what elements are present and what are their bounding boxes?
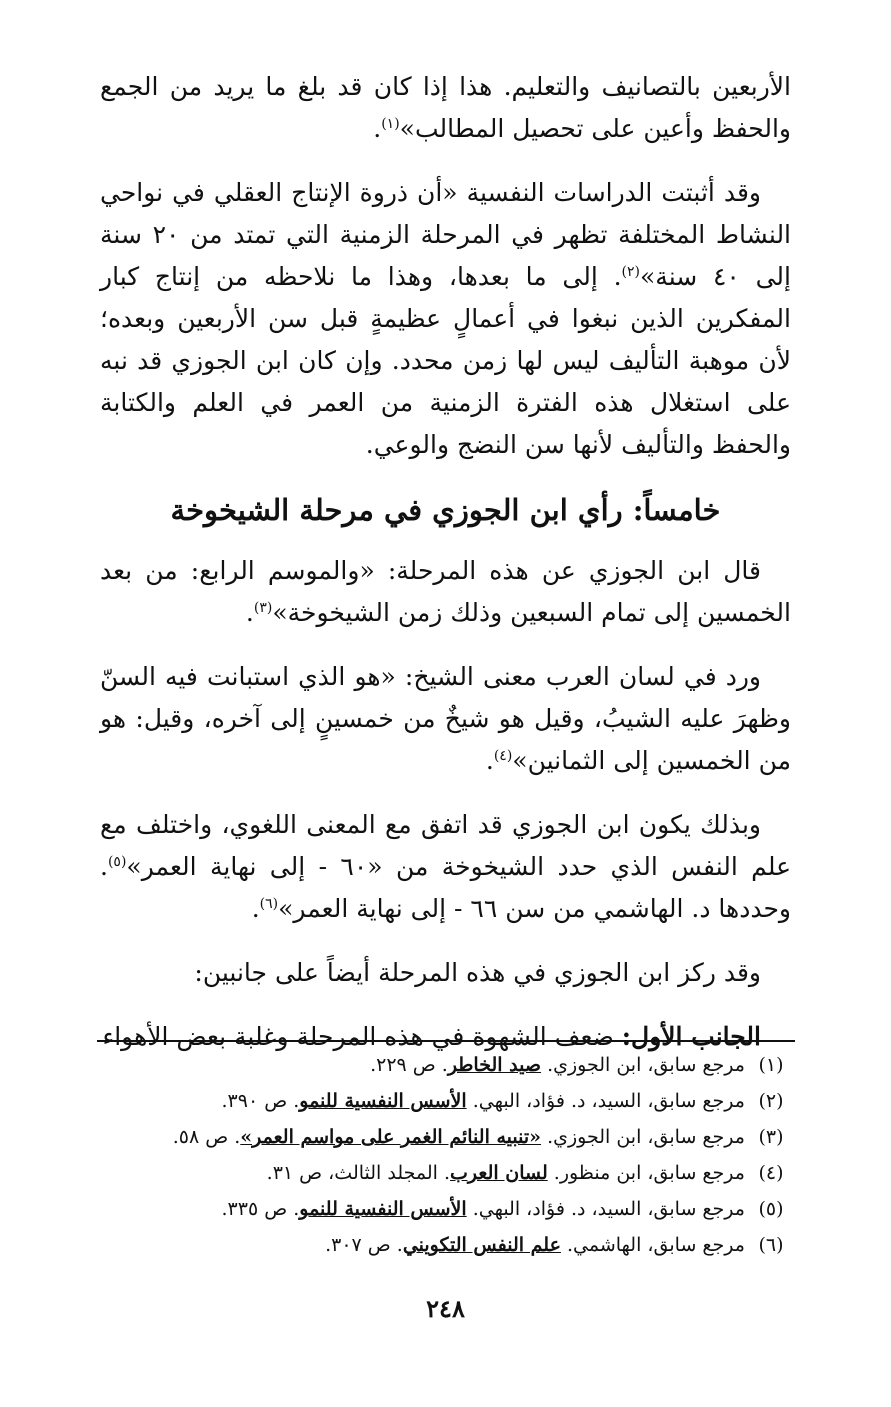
- footnote-reference: مرجع سابق، السيد، د. فؤاد، البهي.: [472, 1090, 745, 1112]
- footnote-item-4: [100, 1156, 791, 1192]
- paragraph-5-end: .: [251, 894, 260, 923]
- paragraph-3-end: .: [245, 598, 254, 627]
- paragraph-7-label: الجانب الأول:: [621, 1022, 761, 1051]
- footnote-item-2: [100, 1084, 791, 1120]
- footnote-source-title: «تنبيه النائم الغمر على مواسم العمر»: [240, 1126, 542, 1148]
- footnote-ref-3[interactable]: (٣): [253, 600, 273, 616]
- footnote-ref-4[interactable]: (٤): [493, 748, 513, 764]
- footnote-source-title: صيد الخاطر: [447, 1054, 542, 1076]
- paragraph-3: [100, 550, 791, 634]
- footnote-source-title: الأسس النفسية للنمو: [299, 1198, 467, 1220]
- footnote-source-title: علم النفس التكويني: [402, 1234, 561, 1256]
- footnote-ref-5[interactable]: (٥): [107, 854, 127, 870]
- footnote-source-title: لسان العرب: [450, 1162, 548, 1184]
- footnote-item-6: [100, 1228, 791, 1264]
- footnote-item-5: [100, 1192, 791, 1228]
- footnote-reference: مرجع سابق، ابن الجوزي.: [547, 1054, 745, 1076]
- footnote-ref-6[interactable]: (٦): [259, 896, 279, 912]
- paragraph-4-end: .: [485, 746, 494, 775]
- footnote-divider: [97, 1040, 795, 1042]
- footnote-item-1: [100, 1048, 791, 1084]
- paragraph-2-rest: . إلى ما بعدها، وهذا ما نلاحظه من إنتاج كبار المفكرين الذين نبغوا في أعمالٍ عظيمةٍ قبل سن الأربعين وبعده؛ لأن موهبة التأليف ليس لها زمن محدد. وإن كان ابن الجوزي قد نبه على استغلال هذه الفترة الزمنية من العمر في العلم والكتابة والحفظ والتأليف لأنها سن النضج والوعي.: [100, 262, 791, 459]
- footnote-page: . ص ٣٣٥.: [221, 1198, 300, 1220]
- footnote-ref-1[interactable]: (١): [381, 116, 400, 132]
- footnote-number: (٦): [758, 1234, 784, 1256]
- paragraph-4-text: ورد في لسان العرب معنى الشيخ: «هو الذي استبانت فيه السنّ وظهرَ عليه الشيبُ، وقيل هو شيخٌ من خمسينٍ إلى آخره، وقيل: هو من الخمسين إلى الثمانين»: [100, 662, 791, 775]
- paragraph-3-text: قال ابن الجوزي عن هذه المرحلة: «والموسم الرابع: من بعد الخمسين إلى تمام السبعين وذلك زمن الشيخوخة»: [100, 556, 791, 627]
- footnote-page: . ص ٢٢٩.: [370, 1054, 448, 1076]
- paragraph-7-text: ضعف الشهوة في هذه المرحلة وغلبة بعض الأهواء: [102, 1022, 614, 1051]
- paragraph-6-text: وقد ركز ابن الجوزي في هذه المرحلة أيضاً على جانبين:: [194, 958, 761, 987]
- paragraph-4: [100, 656, 791, 782]
- paragraph-2-text: وقد أثبتت الدراسات النفسية «أن ذروة الإنتاج العقلي في نواحي النشاط المختلفة تظهر في المرحلة الزمنية التي تمتد من ٢٠ سنة إلى ٤٠ سنة»: [100, 178, 792, 291]
- footnote-ref-2[interactable]: (٢): [621, 264, 641, 280]
- section-heading: خامساً: رأي ابن الجوزي في مرحلة الشيخوخة: [170, 493, 721, 527]
- paragraph-1-text: الأربعين بالتصانيف والتعليم. هذا إذا كان قد بلغ ما يريد من الجمع والحفظ وأعين على تحصيل المطالب»: [100, 72, 791, 143]
- footnote-page: . المجلد الثالث، ص ٣١.: [266, 1162, 451, 1184]
- footnote-number: (١): [758, 1054, 784, 1076]
- page-body: [100, 66, 791, 1080]
- footnote-page: . ص ٣٩٠.: [221, 1090, 300, 1112]
- footnote-reference: مرجع سابق، السيد، د. فؤاد، البهي.: [472, 1198, 745, 1220]
- paragraph-2: [100, 172, 791, 466]
- paragraph-1: [100, 66, 791, 150]
- footnote-number: (٢): [758, 1090, 784, 1112]
- footnote-source-title: الأسس النفسية للنمو: [299, 1090, 467, 1112]
- footnote-page: . ص ٣٠٧.: [325, 1234, 403, 1256]
- footnote-number: (٤): [758, 1162, 784, 1184]
- footnotes-list: [100, 1048, 791, 1264]
- footnote-reference: مرجع سابق، الهاشمي.: [566, 1234, 745, 1256]
- footnote-number: (٣): [758, 1126, 784, 1148]
- footnote-number: (٥): [758, 1198, 784, 1220]
- footnote-page: . ص ٥٨.: [172, 1126, 241, 1148]
- paragraph-6: [100, 952, 791, 994]
- paragraph-5-text: وبذلك يكون ابن الجوزي قد اتفق مع المعنى اللغوي، واختلف مع علم النفس الذي حدد الشيخوخة من «٦٠ - إلى نهاية العمر»: [100, 810, 792, 881]
- footnote-reference: مرجع سابق، ابن الجوزي.: [547, 1126, 745, 1148]
- footnote-item-3: [100, 1120, 791, 1156]
- footnote-reference: مرجع سابق، ابن منظور.: [553, 1162, 745, 1184]
- page-number: ٢٤٨: [426, 1294, 465, 1323]
- paragraph-5-mid: . وحددها د. الهاشمي من سن ٦٦ - إلى نهاية العمر»: [100, 852, 791, 923]
- paragraph-1-end: .: [373, 114, 382, 143]
- paragraph-5: [100, 804, 791, 930]
